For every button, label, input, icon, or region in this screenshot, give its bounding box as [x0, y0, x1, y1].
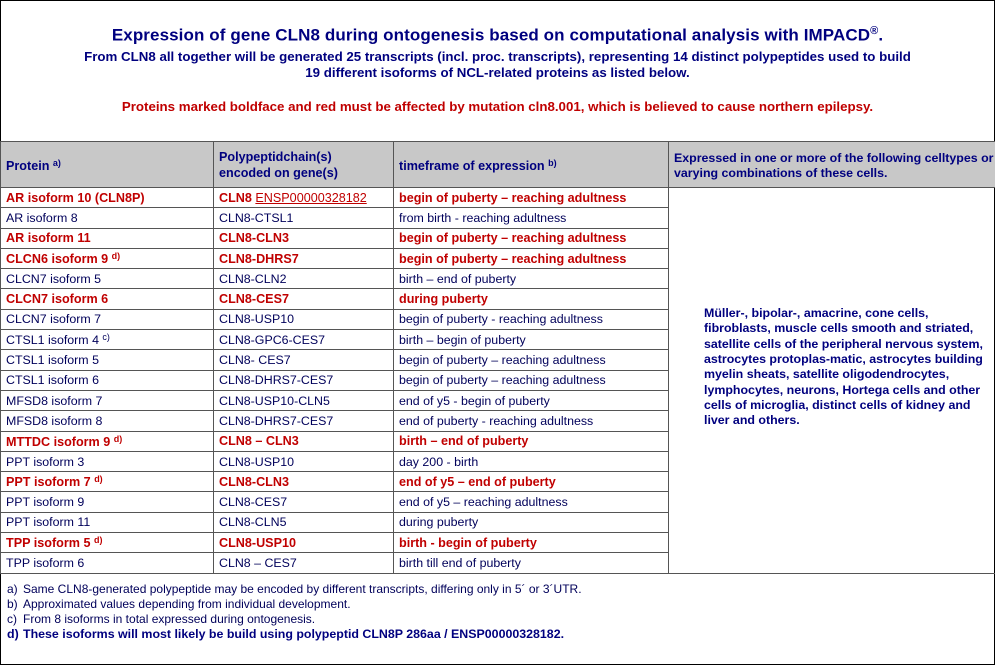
protein-cell: PPT isoform 3	[1, 451, 214, 471]
footnote-key: b)	[7, 597, 18, 611]
footnote-key: d)	[7, 627, 19, 641]
polypeptide-cell: CLN8-CES7	[214, 492, 394, 512]
timeframe-cell: begin of puberty – reaching adultness	[394, 228, 669, 248]
polypeptide-cell: CLN8-USP10	[214, 309, 394, 329]
timeframe-cell: end of puberty - reaching adultness	[394, 411, 669, 431]
polypeptide-cell: CLN8-DHRS7	[214, 248, 394, 268]
polypeptide-cell: CLN8 ENSP00000328182	[214, 188, 394, 208]
polypeptide-cell: CLN8-CLN3	[214, 472, 394, 492]
ensembl-link[interactable]: ENSP00000328182	[255, 190, 367, 205]
polypeptide-cell: CLN8-USP10	[214, 451, 394, 471]
footnote-item	[1, 597, 667, 612]
table-row	[1, 188, 995, 208]
timeframe-cell: end of y5 – end of puberty	[394, 472, 669, 492]
polypeptide-cell: CLN8-CES7	[214, 289, 394, 309]
header-timeframe: timeframe of expression $^{b)}$	[394, 142, 669, 188]
timeframe-cell: end of y5 – reaching adultness	[394, 492, 669, 512]
protein-cell: CLCN7 isoform 5	[1, 269, 214, 289]
polypeptide-cell: CLN8-DHRS7-CES7	[214, 370, 394, 390]
protein-cell: AR isoform 8	[1, 208, 214, 228]
protein-cell: MTTDC isoform 9 $^{d)}$	[1, 431, 214, 451]
timeframe-cell: birth – end of puberty	[394, 431, 669, 451]
polypeptide-cell: CLN8-USP10	[214, 533, 394, 553]
table-header-row	[1, 142, 995, 188]
protein-cell: PPT isoform 11	[1, 512, 214, 532]
footnote-text: From 8 isoforms in total expressed during ontogenesis.	[23, 612, 316, 626]
footnote-item	[1, 582, 667, 597]
protein-cell: CLCN6 isoform 9 $^{d)}$	[1, 248, 214, 268]
polypeptide-cell: CLN8-GPC6-CES7	[214, 330, 394, 350]
mutation-note: Proteins marked boldface and red must be affected by mutation cln8.001, which is believed to cause northern epilepsy.	[121, 99, 874, 114]
polypeptide-cell: CLN8-USP10-CLN5	[214, 390, 394, 410]
celltypes-cell: Müller-, bipolar-, amacrine, cone cells, fibroblasts, muscle cells smooth and striated, satellite cells of the peripheral nervous system, astrocytes protoplas-matic, astrocytes building myelin sheats, satellite oligodendrocytes, lymphocytes, neurons, Hortega cells and other cells of microglia, distinct cells of kidney and liver and others.	[669, 188, 995, 574]
protein-cell: AR isoform 11	[1, 228, 214, 248]
header-polypeptide: Polypeptidchain(s) encoded on gene(s)	[214, 142, 394, 188]
protein-cell: TPP isoform 5 $^{d)}$	[1, 533, 214, 553]
footnotes	[1, 582, 667, 642]
footnote-text: Same CLN8-generated polypeptide may be encoded by different transcripts, differing only in 5´ or 3´UTR.	[23, 582, 582, 596]
page-header	[1, 1, 994, 141]
timeframe-cell: birth – end of puberty	[394, 269, 669, 289]
protein-cell: TPP isoform 6	[1, 553, 214, 573]
protein-cell: MFSD8 isoform 7	[1, 390, 214, 410]
polypeptide-cell: CLN8-CLN5	[214, 512, 394, 532]
timeframe-cell: from birth - reaching adultness	[394, 208, 669, 228]
footnote-key: c)	[7, 612, 17, 626]
polypeptide-cell: CLN8-DHRS7-CES7	[214, 411, 394, 431]
header-protein: Protein $^{a)}$	[1, 142, 214, 188]
protein-cell: PPT isoform 9	[1, 492, 214, 512]
polypeptide-cell: CLN8 – CES7	[214, 553, 394, 573]
polypeptide-cell: CLN8-CLN2	[214, 269, 394, 289]
isoform-table	[0, 141, 995, 574]
polypeptide-cell: CLN8- CES7	[214, 350, 394, 370]
protein-cell: CLCN7 isoform 6	[1, 289, 214, 309]
protein-cell: MFSD8 isoform 8	[1, 411, 214, 431]
timeframe-cell: begin of puberty – reaching adultness	[394, 370, 669, 390]
footnote-text: These isoforms will most likely be build using polypeptid CLN8P 286aa / ENSP00000328182.	[23, 627, 565, 641]
timeframe-cell: end of y5 - begin of puberty	[394, 390, 669, 410]
timeframe-cell: birth till end of puberty	[394, 553, 669, 573]
timeframe-cell: birth – begin of puberty	[394, 330, 669, 350]
footnote-text: Approximated values depending from individual development.	[23, 597, 351, 611]
polypeptide-cell: CLN8-CLN3	[214, 228, 394, 248]
page-subtitle: From CLN8 all together will be generated 25 transcripts (incl. proc. transcripts), representing 14 distinct polypeptides used to build 19 different isoforms of NCL-related proteins as listed below.	[84, 49, 911, 80]
protein-cell: CLCN7 isoform 7	[1, 309, 214, 329]
page-title: Expression of gene CLN8 during ontogenesis based on computational analysis with IMPACD®.	[111, 25, 884, 45]
timeframe-cell: begin of puberty – reaching adultness	[394, 350, 669, 370]
protein-cell: AR isoform 10 (CLN8P)	[1, 188, 214, 208]
timeframe-cell: begin of puberty - reaching adultness	[394, 309, 669, 329]
footnote-key: a)	[7, 582, 18, 596]
footnote-item	[1, 627, 667, 642]
protein-cell: PPT isoform 7 $^{d)}$	[1, 472, 214, 492]
timeframe-cell: day 200 - birth	[394, 451, 669, 471]
timeframe-cell: begin of puberty – reaching adultness	[394, 248, 669, 268]
timeframe-cell: birth - begin of puberty	[394, 533, 669, 553]
footnote-item	[1, 612, 667, 627]
timeframe-cell: begin of puberty – reaching adultness	[394, 188, 669, 208]
timeframe-cell: during puberty	[394, 512, 669, 532]
timeframe-cell: during puberty	[394, 289, 669, 309]
protein-cell: CTSL1 isoform 6	[1, 370, 214, 390]
polypeptide-cell: CLN8 – CLN3	[214, 431, 394, 451]
protein-cell: CTSL1 isoform 5	[1, 350, 214, 370]
protein-cell: CTSL1 isoform 4 $^{c)}$	[1, 330, 214, 350]
polypeptide-cell: CLN8-CTSL1	[214, 208, 394, 228]
header-celltypes: Expressed in one or more of the following celltypes or varying combinations of these cells.	[669, 142, 995, 188]
